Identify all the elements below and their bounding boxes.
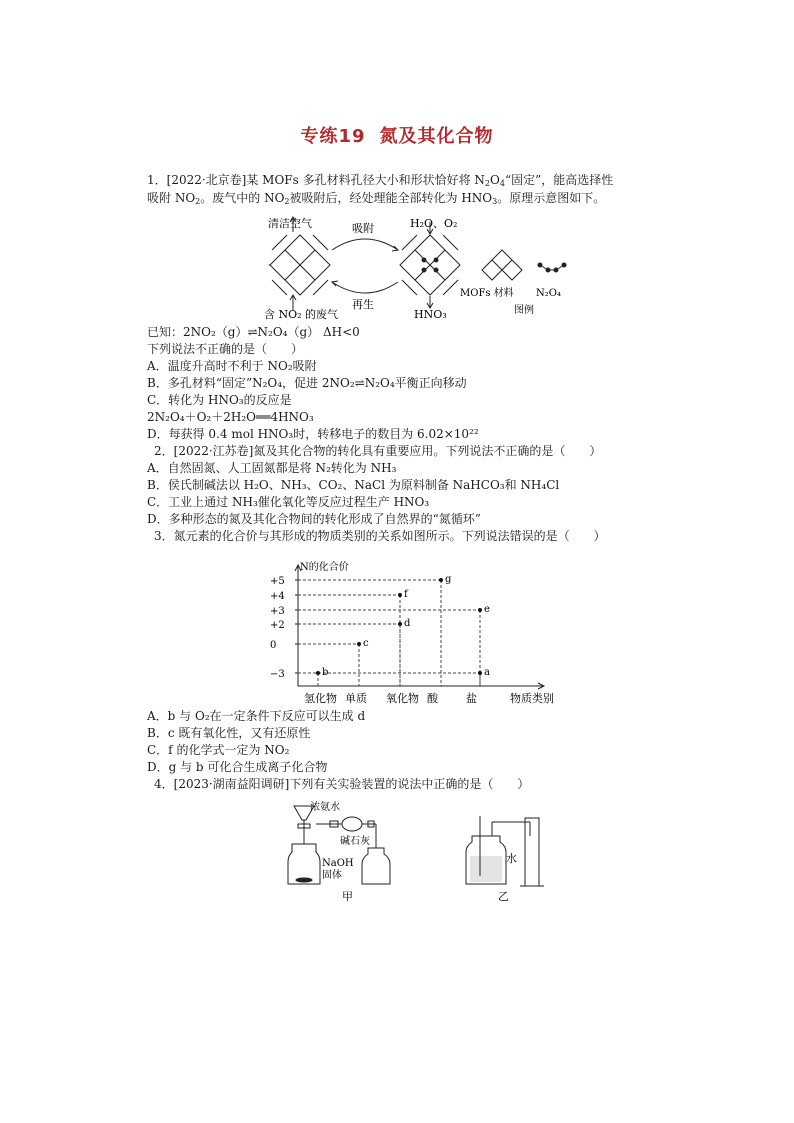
conc-ammonia-label: 浓氨水 <box>310 802 340 813</box>
q2-option-a: A．自然固氮、人工固氮都是将 N₂转化为 NH₃ <box>147 461 397 475</box>
x-tick-label: 盐 <box>466 692 477 705</box>
point-label-b: b <box>322 667 329 678</box>
jia-label: 甲 <box>342 890 353 903</box>
graduated-cylinder <box>525 818 539 886</box>
x-tick-label: 酸 <box>427 692 438 705</box>
q1-option-b: B．多孔材料“固定”N₂O₄，促进 2NO₂⇌N₂O₄平衡正向移动 <box>147 376 467 390</box>
point-label-c: c <box>363 638 369 649</box>
naoh-label: NaOH <box>322 858 354 869</box>
yi-label: 乙 <box>498 890 509 903</box>
valence-chart <box>268 558 558 706</box>
q4-stem: 4．[2023·湖南益阳调研]下列有关实验装置的说法中正确的是（ ） <box>154 777 530 791</box>
solid-label: 固体 <box>322 870 342 881</box>
point-f <box>398 593 402 597</box>
mofs-mesh-right <box>400 235 460 295</box>
q3-option-d: D．g 与 b 可化合生成离子化合物 <box>147 760 328 774</box>
q1-option-d: D．每获得 0.4 mol HNO₃时，转移电子的数目为 6.02×10²² <box>147 427 479 441</box>
q1-stem: 下列说法不正确的是（ ） <box>147 342 304 356</box>
water-label: 水 <box>506 852 517 865</box>
point-a <box>478 671 482 675</box>
drying-tube <box>342 817 362 831</box>
point-c <box>357 642 361 646</box>
apparatus-diagram <box>280 796 560 906</box>
point-g <box>439 578 443 582</box>
y-tick-label: +4 <box>270 591 285 602</box>
x-tick-label: 单质 <box>345 692 367 705</box>
q1-known: 已知：2NO₂（g）⇌N₂O₄（g） ΔH<0 <box>147 325 360 339</box>
soda-lime-label: 碱石灰 <box>340 836 370 847</box>
point-label-d: d <box>404 618 411 629</box>
q2-option-d: D．多种形态的氮及其化合物间的转化形成了自然界的“氮循环” <box>147 512 481 526</box>
adsorb-label: 吸附 <box>352 222 374 235</box>
q3-option-a: A．b 与 O₂在一定条件下反应可以生成 d <box>147 709 366 723</box>
x-tick-label: 氢化物 <box>304 692 337 705</box>
y-tick-label: 0 <box>270 640 277 651</box>
q1-line2: 吸附 $NO_2$。废气中的 $NO_2$被吸附后，经处理能全部转化为 $HNO_3$。原理示意图如下。 <box>147 191 606 206</box>
adsorb-arrow <box>332 239 398 250</box>
regenerate-label: 再生 <box>352 298 374 311</box>
x-axis-label: 物质类别 <box>510 692 554 705</box>
y-axis-label: N的化合价 <box>300 562 349 573</box>
q2-stem: 2．[2022·江苏卷]氮及其化合物的转化具有重要应用。下列说法不正确的是（ ） <box>154 444 602 458</box>
point-e <box>478 608 482 612</box>
q1-option-a: A．温度升高时不利于 NO₂吸附 <box>147 359 317 373</box>
q3-stem: 3．氮元素的化合价与其形成的物质类别的关系如图所示。下列说法错误的是（ ） <box>154 529 606 543</box>
q1-line1: 1．[2022·北京卷]某 MOFs 多孔材料孔径大小和形状恰好将 $N_2O_4“$固定”，能高选择性 <box>147 173 614 188</box>
apparatus-yi <box>466 816 544 886</box>
legend-mofs-icon <box>482 250 522 280</box>
x-tick-label: 氧化物 <box>386 692 419 705</box>
y-tick-label: +3 <box>270 606 285 617</box>
q2-option-c: C．工业上通过 NH₃催化氧化等反应过程生产 HNO₃ <box>147 495 430 509</box>
clean-air-label: 清洁空气 <box>268 217 312 230</box>
mofs-mesh-left <box>269 235 330 295</box>
y-tick-label: −3 <box>270 669 285 680</box>
point-label-a: a <box>484 667 490 678</box>
legend-n2o4-icon <box>538 263 566 272</box>
point-label-e: e <box>484 604 490 615</box>
q1-option-c-equation: 2N₂O₄＋O₂＋2H₂O══4HNO₃ <box>147 410 314 424</box>
legend-n2o4-label: N₂O₄ <box>536 288 561 299</box>
q3-option-c: C．f 的化学式一定为 NO₂ <box>147 743 290 757</box>
h2o-o2-label: H₂O、O₂ <box>410 217 458 230</box>
y-tick-label: +5 <box>270 576 285 587</box>
hno3-label: HNO₃ <box>414 308 447 321</box>
mofs-diagram <box>260 210 580 322</box>
point-label-g: g <box>445 574 452 585</box>
point-label-f: f <box>404 589 408 600</box>
waste-gas-label: 含 NO₂ 的废气 <box>264 308 339 321</box>
page-title: 专练19 氮及其化合物 <box>300 126 494 147</box>
regenerate-arrow <box>332 282 398 293</box>
q3-option-b: B．c 既有氧化性，又有还原性 <box>147 726 311 740</box>
point-b <box>316 671 320 675</box>
legend-mofs-label: MOFs 材料 <box>460 288 514 299</box>
q2-option-b: B．侯氏制碱法以 H₂O、NH₃、CO₂、NaCl 为原料制备 NaHCO₃和 NH₄Cl <box>147 478 560 492</box>
collect-bottle <box>362 848 390 884</box>
legend-title: 图例 <box>514 305 534 316</box>
y-tick-label: +2 <box>270 620 285 631</box>
point-d <box>398 622 402 626</box>
q1-option-c: C．转化为 HNO₃的反应是 <box>147 393 292 407</box>
